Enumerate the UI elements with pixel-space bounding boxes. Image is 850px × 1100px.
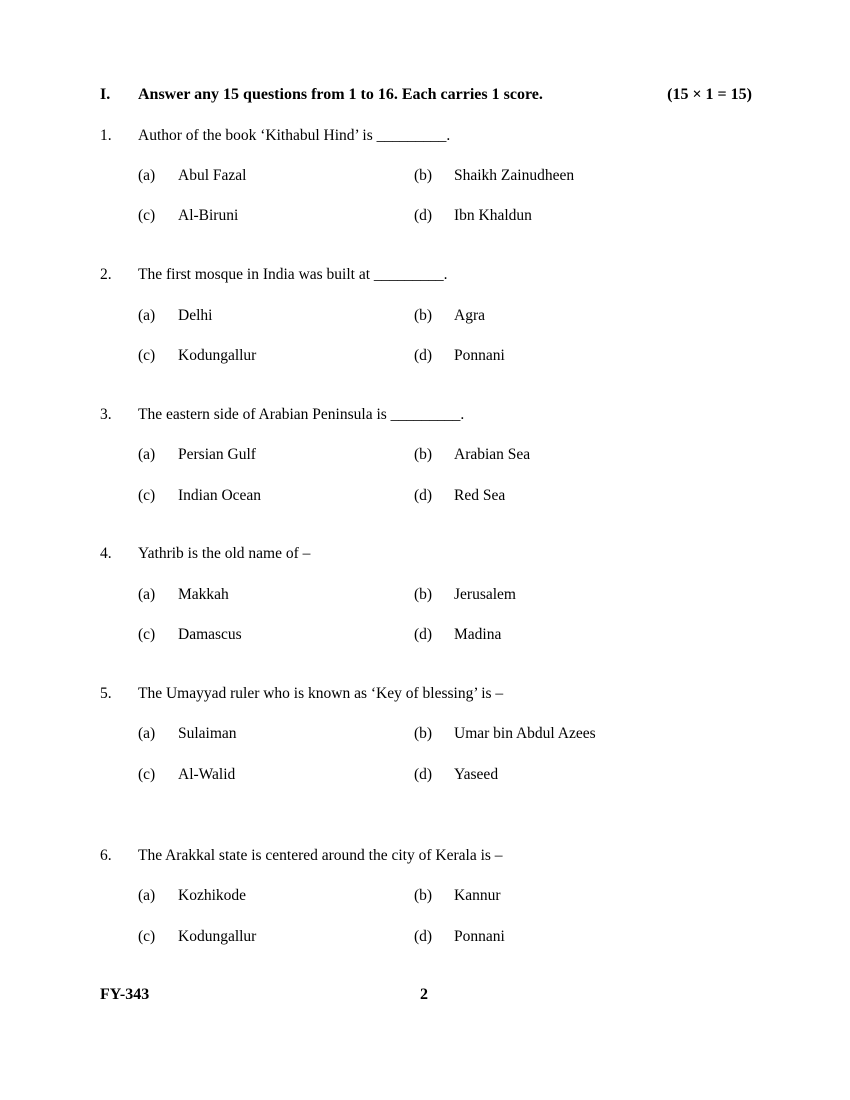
option-letter: (c)	[138, 766, 156, 783]
option-letter: (d)	[414, 626, 433, 643]
option-letter: (a)	[138, 307, 156, 324]
option-text: Arabian Sea	[454, 446, 531, 463]
option-letter: (a)	[138, 725, 156, 742]
option-letter: (a)	[138, 446, 156, 463]
option-letter: (b)	[414, 586, 433, 603]
option-text: Red Sea	[454, 487, 506, 504]
question-number: 2.	[100, 266, 112, 283]
option-letter: (d)	[414, 487, 433, 504]
option-letter: (a)	[138, 586, 156, 603]
option-text: Jerusalem	[454, 586, 516, 603]
option-letter: (c)	[138, 207, 156, 224]
option-text: Al-Biruni	[178, 207, 239, 224]
option-letter: (c)	[138, 347, 156, 364]
option-text: Ponnani	[454, 347, 505, 364]
option-letter: (d)	[414, 928, 433, 945]
question-text: The first mosque in India was built at _________.	[138, 266, 448, 283]
option-text: Madina	[454, 626, 502, 643]
question-text: Yathrib is the old name of –	[138, 545, 311, 562]
option-text: Kannur	[454, 887, 501, 904]
option-text: Delhi	[178, 307, 213, 324]
option-text: Ibn Khaldun	[454, 207, 532, 224]
question-number: 4.	[100, 545, 112, 562]
section-header	[100, 86, 752, 106]
option-text: Sulaiman	[178, 725, 237, 742]
option-text: Makkah	[178, 586, 229, 603]
option-letter: (b)	[414, 167, 433, 184]
question-number: 6.	[100, 847, 112, 864]
option-text: Yaseed	[454, 766, 499, 783]
option-letter: (c)	[138, 487, 156, 504]
question-text: Author of the book ‘Kithabul Hind’ is _________.	[138, 127, 451, 144]
option-letter: (b)	[414, 446, 433, 463]
question-text: The Umayyad ruler who is known as ‘Key of blessing’ is –	[138, 685, 504, 702]
option-letter: (d)	[414, 207, 433, 224]
option-text: Kozhikode	[178, 887, 247, 904]
option-text: Umar bin Abdul Azees	[454, 725, 596, 742]
option-letter: (c)	[138, 626, 156, 643]
section-instruction: Answer any 15 questions from 1 to 16. Each carries 1 score.	[138, 86, 543, 103]
option-letter: (b)	[414, 887, 433, 904]
question-text: The eastern side of Arabian Peninsula is _________.	[138, 406, 465, 423]
option-text: Abul Fazal	[178, 167, 247, 184]
question-number: 1.	[100, 127, 112, 144]
option-letter: (d)	[414, 766, 433, 783]
option-text: Kodungallur	[178, 928, 257, 945]
option-letter: (a)	[138, 887, 156, 904]
option-text: Indian Ocean	[178, 487, 262, 504]
option-text: Persian Gulf	[178, 446, 256, 463]
option-letter: (c)	[138, 928, 156, 945]
option-text: Kodungallur	[178, 347, 257, 364]
option-text: Al-Walid	[178, 766, 236, 783]
option-text: Shaikh Zainudheen	[454, 167, 575, 184]
option-letter: (b)	[414, 307, 433, 324]
exam-code: FY-343	[100, 986, 150, 1003]
page-number: 2	[420, 986, 428, 1003]
option-text: Agra	[454, 307, 485, 324]
option-text: Damascus	[178, 626, 242, 643]
section-number: I.	[100, 86, 111, 103]
option-letter: (d)	[414, 347, 433, 364]
question-number: 5.	[100, 685, 112, 702]
question-text: The Arakkal state is centered around the city of Kerala is –	[138, 847, 503, 864]
question-number: 3.	[100, 406, 112, 423]
section-marks: (15 × 1 = 15)	[667, 86, 752, 103]
option-text: Ponnani	[454, 928, 505, 945]
option-letter: (b)	[414, 725, 433, 742]
option-letter: (a)	[138, 167, 156, 184]
